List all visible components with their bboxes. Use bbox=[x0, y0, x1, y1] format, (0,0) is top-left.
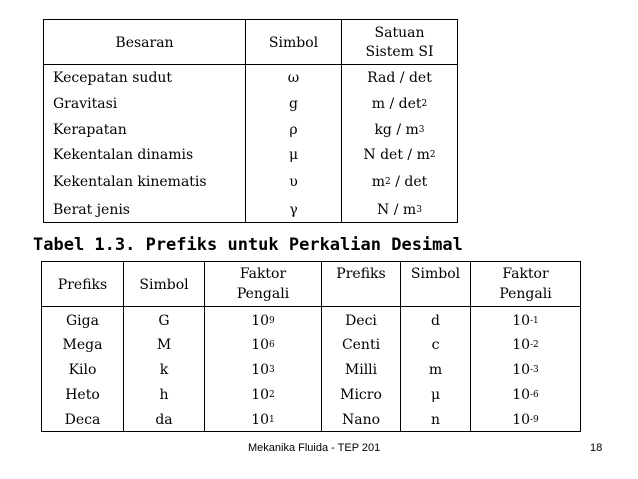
factor-cell: $10^1$ bbox=[251, 412, 275, 428]
besaran-cell: Kekentalan dinamis bbox=[53, 147, 194, 163]
symbol-cell: c bbox=[431, 337, 440, 353]
symbol-cell: m bbox=[428, 362, 443, 378]
prefix-cell: Giga bbox=[66, 313, 99, 329]
simbol-cell: g bbox=[289, 96, 298, 112]
besaran-cell: Kerapatan bbox=[53, 122, 127, 138]
satuan-cell: $m^2$ / det bbox=[371, 174, 428, 190]
table-border bbox=[43, 64, 458, 65]
header-prefiks: Prefiks bbox=[336, 266, 386, 282]
table-border bbox=[41, 261, 581, 262]
prefix-cell: Centi bbox=[341, 337, 381, 353]
header-simbol: Simbol bbox=[139, 277, 189, 293]
besaran-cell: Gravitasi bbox=[53, 96, 118, 112]
table-border bbox=[43, 222, 458, 223]
prefix-cell: Micro bbox=[340, 387, 382, 403]
header-prefiks: Prefiks bbox=[57, 277, 108, 293]
symbol-cell: μ bbox=[430, 387, 441, 403]
simbol-cell: μ bbox=[288, 147, 299, 163]
prefix-cell: Deci bbox=[345, 313, 377, 329]
factor-cell: $10^{-1}$ bbox=[512, 313, 539, 329]
prefix-cell: Milli bbox=[344, 362, 378, 378]
simbol-cell: υ bbox=[289, 174, 298, 190]
satuan-cell: m / $\det^2$ bbox=[371, 96, 428, 112]
factor-cell: $10^{-3}$ bbox=[512, 362, 539, 378]
simbol-cell: ω bbox=[287, 70, 300, 86]
satuan-cell: kg / $m^3$ bbox=[374, 122, 425, 138]
symbol-cell: n bbox=[430, 412, 441, 428]
factor-cell: $10^6$ bbox=[251, 337, 275, 353]
besaran-cell: Kekentalan kinematis bbox=[53, 174, 207, 190]
header-satuan: Satuan bbox=[374, 25, 425, 41]
besaran-cell: Kecepatan sudut bbox=[53, 70, 173, 86]
prefix-cell: Mega bbox=[62, 337, 103, 353]
table-border bbox=[43, 19, 458, 20]
factor-cell: $10^3$ bbox=[251, 362, 275, 378]
header-faktor-sub: Pengali bbox=[236, 286, 290, 302]
table-border bbox=[457, 19, 458, 223]
header-besaran: Besaran bbox=[115, 35, 174, 51]
prefix-cell: Heto bbox=[65, 387, 100, 403]
satuan-cell: N det / $m^2$ bbox=[363, 147, 436, 163]
table-border bbox=[41, 431, 581, 432]
satuan-cell: Rad / det bbox=[367, 70, 432, 86]
satuan-cell: N / $m^3$ bbox=[377, 202, 422, 218]
header-faktor: Faktor bbox=[502, 266, 549, 282]
page-number: 18 bbox=[590, 442, 603, 454]
factor-cell: $10^9$ bbox=[251, 313, 275, 329]
prefix-cell: Nano bbox=[341, 412, 381, 428]
header-simbol: Simbol bbox=[268, 35, 319, 51]
factor-cell: $10^{-9}$ bbox=[512, 412, 539, 428]
prefix-cell: Deca bbox=[64, 412, 101, 428]
factor-cell: $10^{-6}$ bbox=[512, 387, 539, 403]
table-border bbox=[41, 306, 581, 307]
prefix-cell: Kilo bbox=[68, 362, 97, 378]
header-simbol: Simbol bbox=[410, 266, 461, 282]
footer-title: Mekanika Fluida - TEP 201 bbox=[248, 442, 381, 454]
besaran-cell: Berat jenis bbox=[53, 202, 130, 218]
symbol-cell: d bbox=[431, 313, 440, 329]
factor-cell: $10^{-2}$ bbox=[512, 337, 539, 353]
header-faktor: Faktor bbox=[239, 266, 287, 282]
header-faktor-sub: Pengali bbox=[499, 286, 552, 302]
header-satuan-sub: Sistem SI bbox=[365, 44, 434, 60]
simbol-cell: ρ bbox=[289, 122, 298, 138]
symbol-cell: da bbox=[155, 412, 173, 428]
simbol-cell: γ bbox=[289, 202, 298, 218]
table-caption: Tabel 1.3. Prefiks untuk Perkalian Desimal bbox=[33, 235, 463, 255]
symbol-cell: h bbox=[159, 387, 169, 403]
symbol-cell: M bbox=[156, 337, 172, 353]
symbol-cell: G bbox=[158, 313, 170, 329]
table-border bbox=[580, 261, 581, 432]
symbol-cell: k bbox=[159, 362, 169, 378]
factor-cell: $10^2$ bbox=[251, 387, 275, 403]
